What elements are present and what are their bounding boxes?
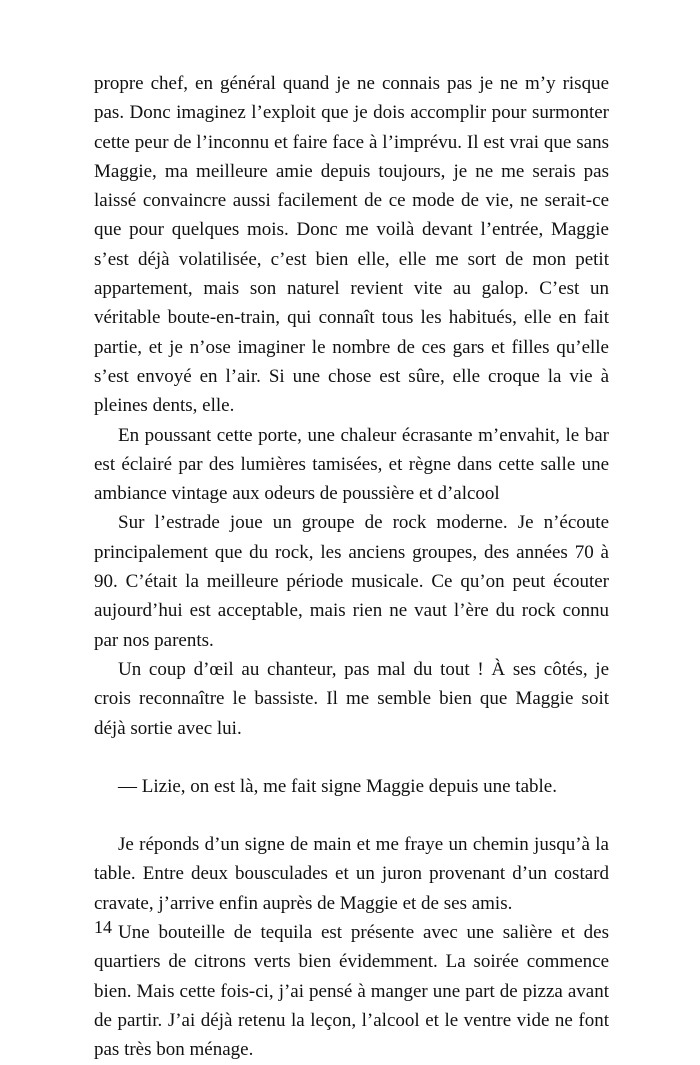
paragraph-bar-entrance: En poussant cette porte, une chaleur écrasante m’envahit, le bar est éclairé par des lumières tamisées, et règne dans cette salle une ambiance vintage aux odeurs de poussière et d’alcool	[94, 424, 609, 505]
page-body	[94, 69, 609, 1065]
paragraph-continuation: propre chef, en général quand je ne connais pas je ne m’y risque pas. Donc imaginez l’exploit que je dois accomplir pour surmonter cette peur de l’inconnu et faire face à l’imprévu. Il est vrai que sans Maggie, ma meilleure amie depuis toujours, je ne me serais pas laissé convaincre aussi facilement de ce mode de vie, ne serait-ce que pour quelques mois. Donc me voilà devant l’entrée, Maggie s’est déjà volatilisée, c’est bien elle, elle me sort de mon petit appartement, mais son naturel revient vite au galop. C’est un véritable boute-en-train, qui connaît tous les habitués, elle en fait partie, et je n’ose imaginer le nombre de ces gars et filles qu’elle s’est envoyé en l’air. Si une chose est sûre, elle croque la vie à pleines dents, elle.	[94, 73, 609, 417]
paragraph-reply: Je réponds d’un signe de main et me fraye un chemin jusqu’à la table. Entre deux bousculades et un juron provenant d’un costard cravate, j’arrive enfin auprès de Maggie et de ses amis.	[94, 834, 609, 914]
paragraph-singer: Un coup d’œil au chanteur, pas mal du tout ! À ses côtés, je crois reconnaître le bassiste. Il me semble bien que Maggie soit déjà sortie avec lui.	[94, 658, 609, 739]
paragraph-rock-band: Sur l’estrade joue un groupe de rock moderne. Je n’écoute principalement que du rock, les anciens groupes, des années 70 à 90. C’était la meilleure période musicale. Ce qu’on peut écouter aujourd’hui est acceptable, mais rien ne vaut l’ère du rock connu par nos parents.	[94, 512, 609, 651]
page-number: 14	[94, 917, 112, 937]
dialogue-line: — Lizie, on est là, me fait signe Maggie depuis une table.	[118, 775, 557, 797]
paragraph-tequila: Une bouteille de tequila est présente avec une salière et des quartiers de citrons verts bien évidemment. La soirée commence bien. Mais cette fois-ci, j’ai pensé à manger une part de pizza avant de partir. J’ai déjà retenu la leçon, l’alcool et le ventre vide ne font pas très bon ménage.	[94, 922, 609, 1061]
